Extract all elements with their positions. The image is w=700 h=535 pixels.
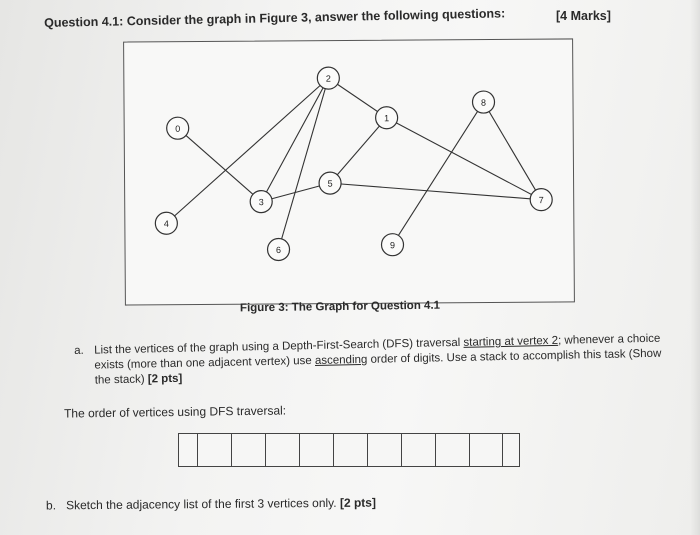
graph-node-3 xyxy=(250,191,272,213)
part-a-label: a. xyxy=(74,344,84,357)
dfs-answer-cell[interactable] xyxy=(401,434,435,466)
graph-edge-1-7 xyxy=(387,117,542,201)
page-edge-shadow xyxy=(690,0,700,535)
graph-node-label: 1 xyxy=(384,113,390,124)
dfs-order-label: The order of vertices using DFS traversal: xyxy=(63,403,287,421)
graph-edge-5-7 xyxy=(330,182,541,201)
part-a-text-3: order of digits. Use a stack to accomplish this task (Show the stack) xyxy=(94,347,662,387)
part-a-points: [2 pts] xyxy=(147,372,183,386)
marks-label: [4 Marks] xyxy=(556,9,611,23)
graph-edge-2-4 xyxy=(165,78,329,223)
question-title: Question 4.1: Consider the graph in Figure 3, answer the following questions: xyxy=(44,6,506,30)
graph-edge-5-1 xyxy=(330,118,387,183)
graph-node-label: 2 xyxy=(325,73,331,84)
graph-node-label: 6 xyxy=(276,244,282,256)
dfs-answer-cell[interactable] xyxy=(231,434,265,466)
graph-node-label: 0 xyxy=(175,123,181,134)
part-b-text: Sketch the adjacency list of the first 3 vertices only. xyxy=(65,495,340,513)
part-a-start-vertex: starting at vertex 2 xyxy=(463,334,559,349)
part-a-question xyxy=(74,331,675,389)
dfs-answer-cell[interactable] xyxy=(197,434,231,466)
graph-node-5 xyxy=(319,172,341,194)
graph-node-4 xyxy=(155,212,177,234)
graph-node-label: 5 xyxy=(327,178,333,189)
graph-edge-8-9 xyxy=(392,102,485,245)
graph-node-2 xyxy=(317,67,339,89)
graph-node-1 xyxy=(376,107,398,129)
dfs-answer-cell[interactable] xyxy=(265,434,299,466)
dfs-answer-cell[interactable] xyxy=(469,434,503,466)
dfs-answer-cell[interactable] xyxy=(435,434,469,466)
part-a-text-2: ; whenever a choice exists (more than one adjacent vertex) use xyxy=(94,332,661,372)
graph-node-label: 3 xyxy=(258,197,264,208)
graph-node-6 xyxy=(267,238,289,260)
part-b-label: b. xyxy=(45,498,57,513)
part-b-points: [2 pts] xyxy=(339,495,376,510)
graph-node-9 xyxy=(381,234,403,256)
graph-edge-0-3 xyxy=(178,128,262,203)
part-a-text-1: List the vertices of the graph using a Depth-First-Search (DFS) traversal xyxy=(94,336,464,357)
graph-node-0 xyxy=(167,117,189,139)
graph-node-8 xyxy=(472,91,494,113)
graph-edge-8-7 xyxy=(484,102,542,200)
dfs-answer-cell[interactable] xyxy=(299,434,333,466)
dfs-answer-cell[interactable] xyxy=(333,434,367,466)
graph-node-label: 7 xyxy=(538,195,544,206)
graph-edge-2-6 xyxy=(277,78,329,249)
graph-node-7 xyxy=(530,189,552,211)
graph-figure xyxy=(123,38,575,305)
graph-svg xyxy=(124,39,574,304)
graph-node-label: 8 xyxy=(480,97,487,108)
part-a-ascending: ascending xyxy=(314,353,368,367)
part-b-question xyxy=(46,496,376,513)
graph-node-label: 4 xyxy=(163,218,169,229)
graph-node-label: 9 xyxy=(389,240,396,251)
dfs-answer-boxes[interactable] xyxy=(178,433,520,467)
figure-caption: Figure 3: The Graph for Question 4.1 xyxy=(239,299,441,315)
dfs-answer-cell[interactable] xyxy=(367,434,401,466)
